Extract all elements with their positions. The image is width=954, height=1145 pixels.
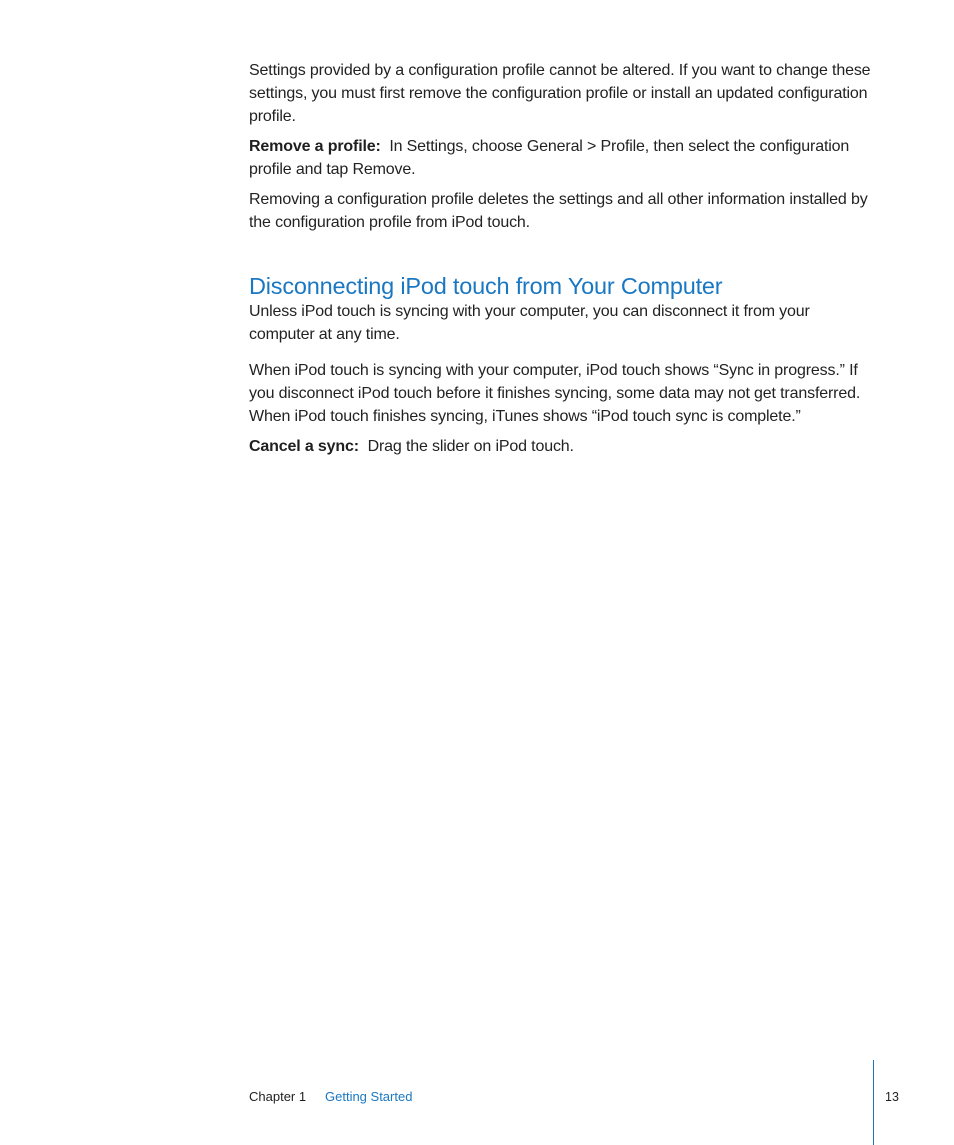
removing-profile-paragraph: Removing a configuration profile deletes the settings and all other information installed by the configuration profile from iPod touch.: [249, 191, 868, 231]
cancel-sync-label: Cancel a sync:: [249, 438, 359, 455]
remove-profile-text: In Settings, choose General > Profile, then select the configuration profile and tap Remove.: [249, 138, 850, 178]
profile-warning-paragraph: Settings provided by a configuration profile cannot be altered. If you want to change these settings, you must first remove the configuration profile or install an updated configuration profile.: [249, 62, 871, 125]
footer-chapter-title: Getting Started: [325, 1089, 413, 1104]
section-heading: Disconnecting iPod touch from Your Computer: [249, 273, 723, 299]
cancel-sync-instruction: [249, 435, 874, 458]
cancel-sync-text: Drag the slider on iPod touch.: [367, 438, 574, 455]
page-number: 13: [885, 1090, 899, 1104]
footer-chapter-label: Chapter 1: [249, 1089, 307, 1104]
disconnect-paragraph: Unless iPod touch is syncing with your computer, you can disconnect it from your computer at any time.: [249, 303, 810, 343]
sync-progress-paragraph: When iPod touch is syncing with your computer, iPod touch shows “Sync in progress.” If you disconnect iPod touch before it finishes syncing, some data may not get transferred. When iPod touch finishes syncing, iTunes shows “iPod touch sync is complete.”: [249, 362, 861, 425]
page-body: [249, 59, 874, 458]
footer-divider: [873, 1060, 874, 1145]
remove-profile-label: Remove a profile:: [249, 138, 381, 155]
remove-profile-instruction: [249, 135, 874, 181]
